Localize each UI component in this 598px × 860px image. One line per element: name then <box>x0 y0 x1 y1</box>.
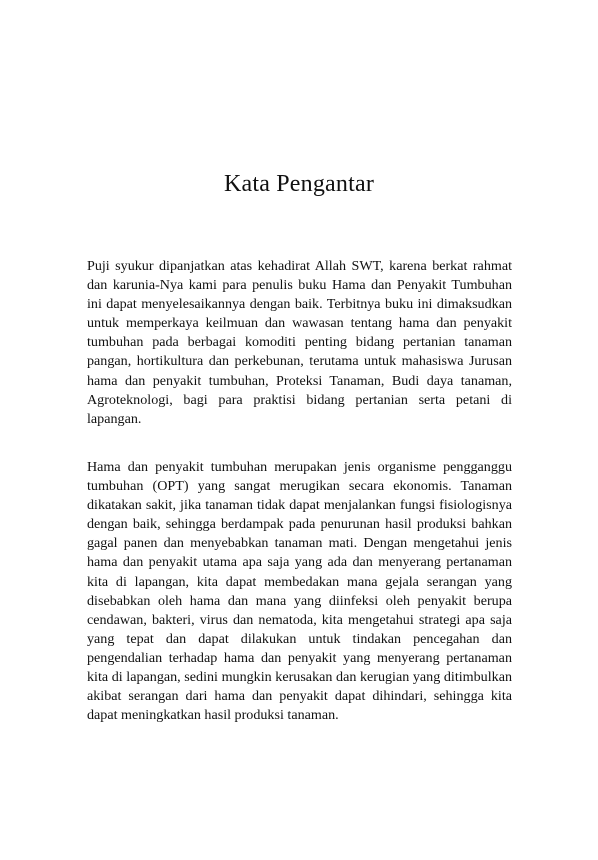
paragraph-1: Puji syukur dipanjatkan atas kehadirat Allah SWT, karena berkat rahmat dan karunia-Nya kami para penulis buku Hama dan Penyakit Tumbuhan ini dapat menyelesaikannya dengan baik. Terbitnya buku ini dimaksudkan untuk memperkaya keilmuan dan wawasan tentang hama dan penyakit tumbuhan pada berbagai komoditi penting bidang pertanian tanaman pangan, hortikultura dan perkebunan, terutama untuk mahasiswa Jurusan hama dan penyakit tumbuhan, Proteksi Tanaman, Budi daya tanaman, Agroteknologi, bagi para praktisi bidang pertanian serta petani di lapangan. <box>87 258 512 427</box>
page-title: Kata Pengantar <box>223 171 375 197</box>
paragraph-2: Hama dan penyakit tumbuhan merupakan jenis organisme pengganggu tumbuhan (OPT) yang sangat merugikan secara ekonomis. Tanaman dikatakan sakit, jika tanaman tidak dapat menjalankan fungsi fisiologisnya dengan baik, sehingga berdampak pada penurunan hasil produksi bahkan gagal panen dan menyebabkan tanaman mati. Dengan mengetahui jenis hama dan penyakit utama apa saja yang ada dan menyerang pertanaman kita di lapangan, kita dapat membedakan mana gejala serangan yang disebabkan oleh hama dan mana yang diinfeksi oleh penyakit berupa cendawan, bakteri, virus dan nematoda, kita mengetahui strategi apa saja yang tepat dan dapat dilakukan untuk tindakan pencegahan dan pengendalian terhadap hama dan penyakit yang menyerang pertanaman kita di lapangan, sedini mungkin kerusakan dan kerugian yang ditimbulkan akibat serangan dari hama dan penyakit dapat dihindari, sehingga kita dapat meningkatkan hasil produksi tanaman. <box>87 459 512 724</box>
